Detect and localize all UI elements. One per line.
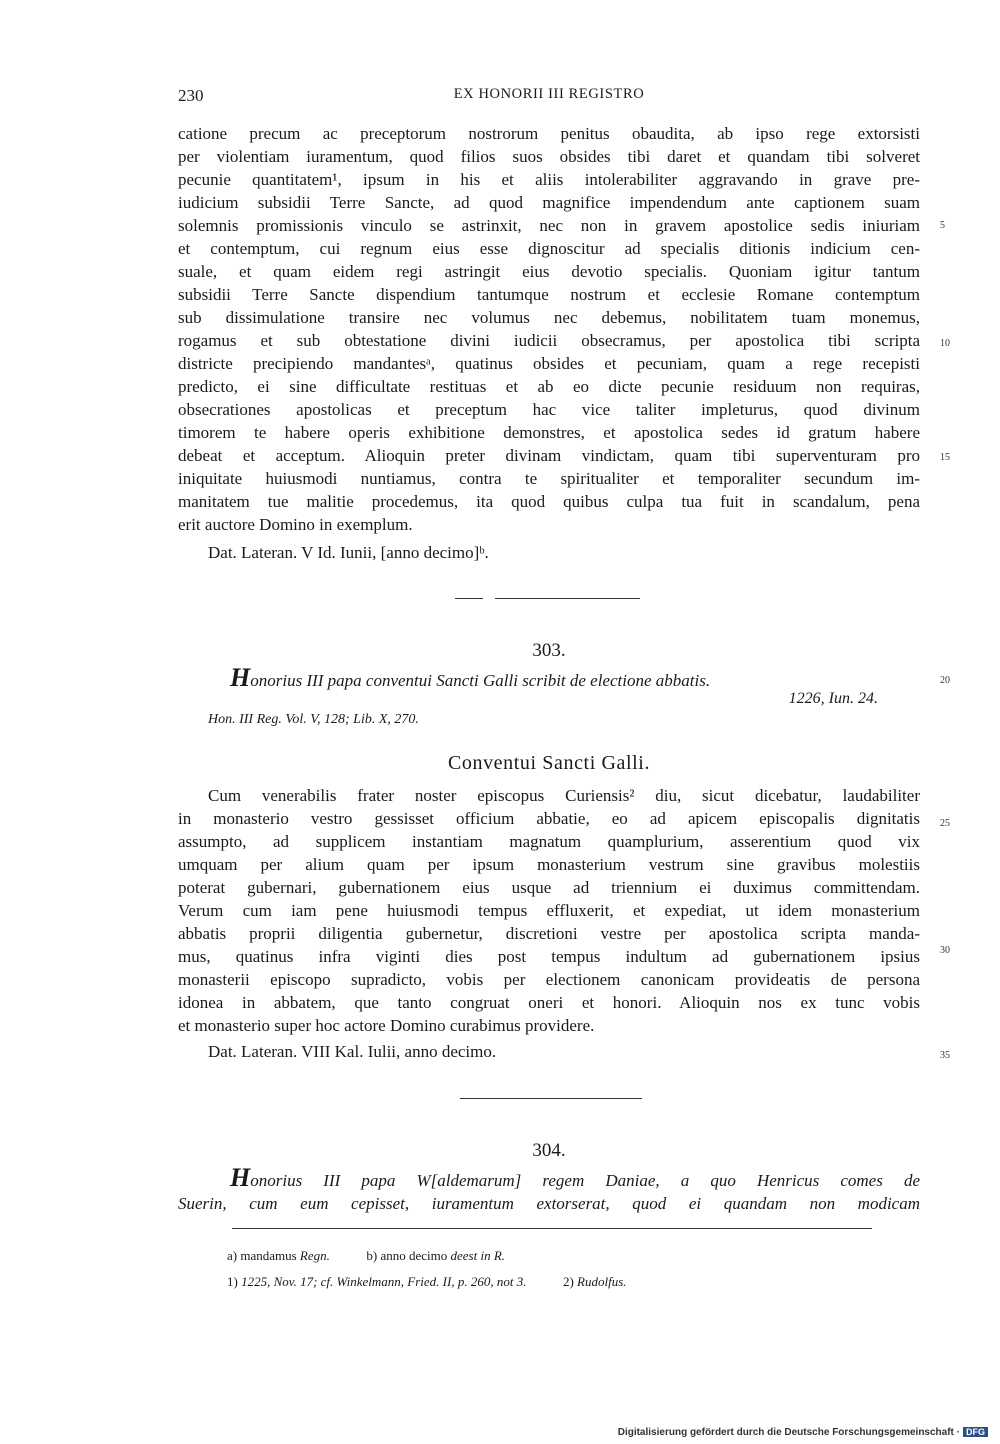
text-line: pecunie quantitatem¹, ipsum in his et aliis intolerabiliter aggravando in grave pre- [178,170,920,189]
dating-line: Dat. Lateran. V Id. Iunii, [anno decimo]ᵇ. [208,543,489,562]
text-line: erit auctore Domino in exemplum. [178,515,413,534]
text-line: assumpto, ad supplicem instantiam magnatum quamplurium, asserentium quod vix [178,832,920,851]
separator-rule [460,1098,642,1099]
summary-text: Suerin, cum eum cepisset, iuramentum extorserat, quod ei quandam non modicam [178,1194,920,1213]
text-line: timorem te habere operis exhibitione demonstres, et apostolica sedes id gratum habere [178,423,920,442]
text-line: rogamus et sub obtestatione divini iudicii obsecramus, per apostolica tibi scripta [178,331,920,350]
line-number: 20 [940,675,950,686]
text-line: per violentiam iuramentum, quod filios suos obsides tibi daret et quandam tibi solveret [178,147,920,166]
document-number-303: 303. [532,640,566,661]
separator-rule [495,598,640,599]
summary-303 [178,664,920,692]
summary-initial: H [230,664,251,692]
text-line: et monasterio super hoc actore Domino curabimus providere. [178,1016,595,1035]
text-line: districte precipiendo mandantesᵃ, quatinus obsides et pecuniam, quam a rege recepisti [178,354,920,373]
text-line: monasterii episcopo supradicto, vobis per electionem canonicam provideatis de persona [178,970,920,989]
page-number: 230 [178,86,204,105]
footnotes [227,1243,627,1295]
address-303: Conventui Sancti Galli. [447,752,651,774]
text-line: idonea in abbatem, que tanto congruat oneri et honori. Alioquin nos ex tunc vobis [178,993,920,1012]
summary-text: onorius III papa W[aldemarum] regem Daniae, a quo Henricus comes de [250,1171,920,1190]
text-line: et contemptum, cui regnum eius esse dignoscitur ad specialis ditionis indicium cen- [178,239,920,258]
text-line: sub dissimulatione transire nec volumus nec debemus, nobilitatem tuam monemus, [178,308,920,327]
line-number: 10 [940,338,950,349]
text-line: suale, et quam eidem regi astringit eius devotio specialis. Quoniam igitur tantum [178,262,920,281]
text-line: umquam per alium quam per ipsum monasterium vestrum sine gravibus molestiis [178,855,920,874]
letter-text-303 [178,784,920,1037]
footnote-textual: a) mandamus Regn. b) anno decimo deest in R. [227,1248,506,1263]
text-line: solemnis promissionis vinculo se astrinxit, nec non in gravem apostolice sedis iniuriam [178,216,920,235]
summary-text: onorius III papa conventui Sancti Galli scribit de electione abbatis. [250,671,711,690]
line-number: 15 [940,452,950,463]
text-line: obsecrationes apostolicas et preceptum hac vice taliter impleturus, quod divinum [178,400,920,419]
line-number: 25 [940,818,950,829]
text-line: iudicium subsidii Terre Sancte, ad quod magnifice impendendum ante captionem suam [178,193,920,212]
footnote-rule [232,1228,872,1229]
separator-rule-short [455,598,483,599]
text-line: in monasterio vestro gessisset officium abbatie, eo ad apicem episcopalis dignitatis [178,809,920,828]
dating-303 [178,1040,920,1063]
text-line: debeat et acceptum. Alioquin preter divinam vindictam, quam tibi superventuram pro [178,446,920,465]
summary-304 [178,1164,920,1215]
text-line: Verum cum iam pene huiusmodi tempus effluxerit, et expediat, ut idem monasterium [178,901,920,920]
document-date-303: 1226, Iun. 24. [788,690,878,707]
digitization-credit [618,1427,988,1438]
line-number: 5 [940,220,945,231]
summary-initial: H [230,1164,251,1192]
continued-dating [178,541,920,564]
footnote-historical: 1) 1225, Nov. 17; cf. Winkelmann, Fried. II, p. 260, not 3. 2) Rudolfus. [227,1274,627,1289]
line-number: 35 [940,1050,950,1061]
text-line: manitatem tue malitie procedemus, ita quod quibus culpa tua fuit in scandalum, pena [178,492,920,511]
source-reference-303: Hon. III Reg. Vol. V, 128; Lib. X, 270. [208,712,419,727]
text-line: iniquitate huiusmodi nuntiamus, contra te spiritualiter et temporaliter secundum im- [178,469,920,488]
text-line: predicto, ei sine difficultate restituas et ab eo dicte pecunie residuum non requiras, [178,377,920,396]
dating-line: Dat. Lateran. VIII Kal. Iulii, anno decimo. [208,1042,497,1061]
text-line: abbatis proprii diligentia gubernetur, discretioni vestre per apostolica scripta manda- [178,924,920,943]
page-header [178,86,920,110]
text-line: Cum venerabilis frater noster episcopus Curiensis² diu, sicut dicebatur, laudabiliter [208,786,920,805]
text-line: subsidii Terre Sancte dispendium tantumque nostrum et ecclesie Romane contemptum [178,285,920,304]
text-line: mus, quatinus infra viginti dies post tempus indultum ad gubernationem ipsius [178,947,920,966]
credit-text: Digitalisierung gefördert durch die Deutsche Forschungsgemeinschaft · [617,1427,960,1438]
line-number: 30 [940,945,950,956]
dfg-logo: DFG [963,1427,988,1437]
text-line: poterat gubernari, gubernationem eius usque ad triennium ei duximus committendam. [178,878,920,897]
text-line: catione precum ac preceptorum nostrorum penitus obaudita, ab ipso rege extorsisti [178,124,920,143]
running-head: EX HONORII III REGISTRO [453,86,645,102]
document-number-304: 304. [532,1140,566,1161]
continued-letter-text [178,122,920,536]
